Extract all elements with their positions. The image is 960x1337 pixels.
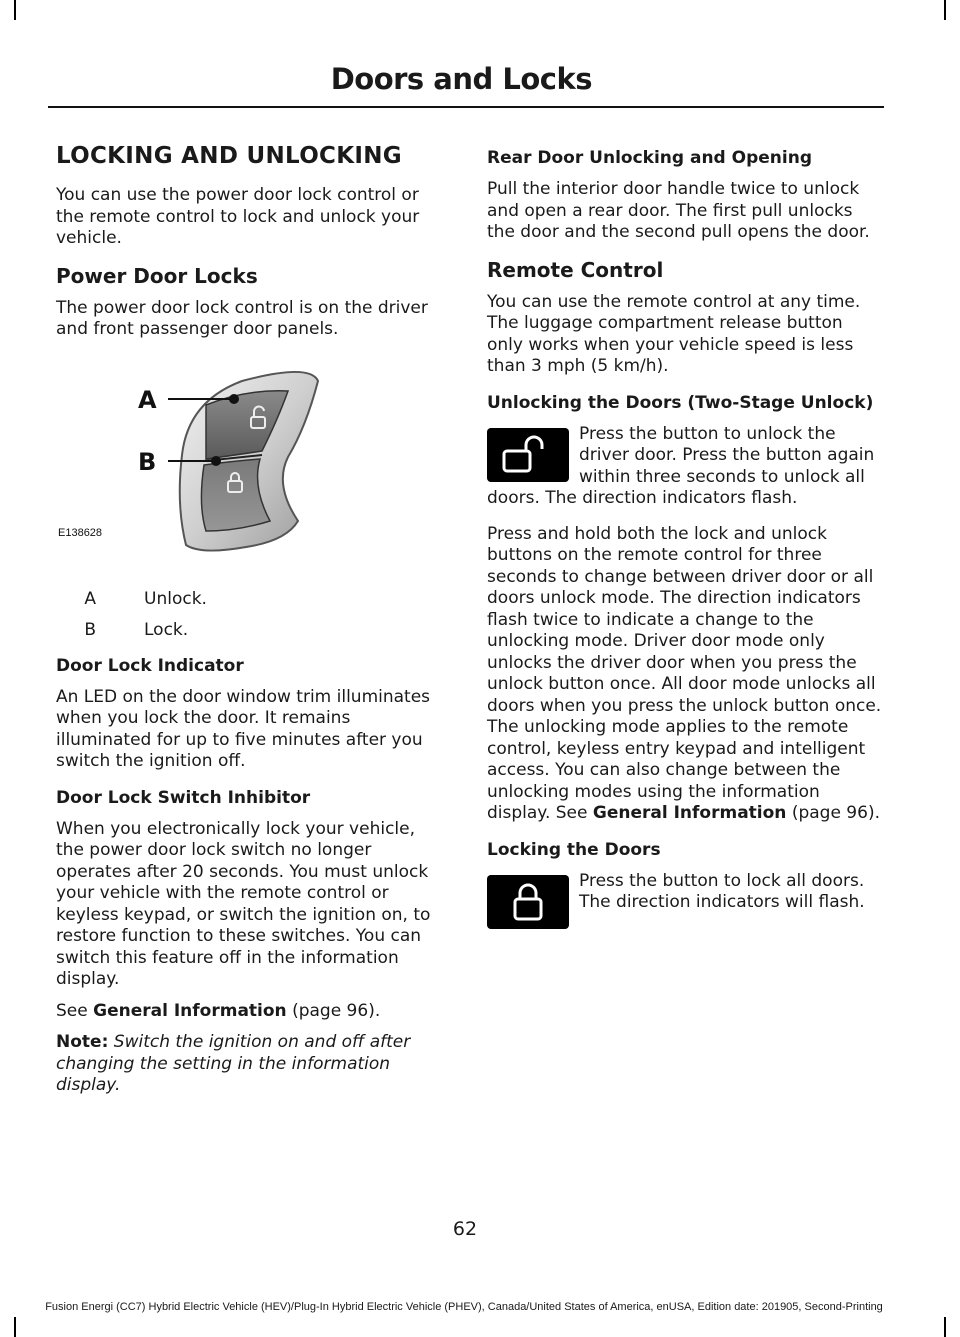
door-lock-switch-figure xyxy=(56,355,448,577)
legend-key: B xyxy=(84,619,96,640)
two-stage-unlock-block xyxy=(487,424,883,524)
section-heading: LOCKING AND UNLOCKING xyxy=(56,143,402,169)
two-stage-unlock-heading: Unlocking the Doors (Two-Stage Unlock) xyxy=(487,392,874,413)
locking-doors-text: Press the button to lock all doors. The direction indicators will flash. xyxy=(579,870,865,912)
locking-doors-heading: Locking the Doors xyxy=(487,839,661,860)
figure-code: E138628 xyxy=(58,526,103,539)
see-prefix: See xyxy=(56,1000,88,1021)
legend-value: Lock. xyxy=(144,619,189,640)
unlock-mode-suffix: (page 96). xyxy=(791,803,880,823)
two-stage-unlock-text: Press the button to unlock the driver door. Press the button again within three seconds to unlock all doors. The direction indicators flash. xyxy=(487,423,875,508)
page-number: 62 xyxy=(452,1218,478,1240)
rear-door-heading: Rear Door Unlocking and Opening xyxy=(487,148,812,168)
note xyxy=(56,1032,448,1097)
general-information-link[interactable]: General Information xyxy=(592,803,787,823)
door-lock-switch-inhibitor-heading: Door Lock Switch Inhibitor xyxy=(56,787,311,808)
page-title: Doors and Locks xyxy=(330,62,592,96)
callout-b-label: B xyxy=(138,447,157,476)
door-lock-switch-inhibitor-text: When you electronically lock your vehicle, the power door lock switch no longer operates after 20 seconds. You must unlock your vehicle with the remote control or keyless keypad, or switch the ignition on, to restore function to these switches. You can switch this feature off in the information display. xyxy=(56,818,431,989)
power-door-locks-text: The power door lock control is on the driver and front passenger door panels. xyxy=(56,297,428,339)
general-information-link[interactable]: General Information xyxy=(93,1000,287,1021)
unlock-mode-body: Press and hold both the lock and unlock buttons on the remote control for three seconds to change between driver door or all doors unlock mode. The direction indicators flash twice to indicate a change to the unlocking mode. Driver door mode only unlocks the driver door when you press the unlock button once. All door mode unlocks all doors when you press the unlock button once. The unlocking mode applies to the remote control, keyless entry keypad and intelligent access. You can also change between the unlocking modes using the information display. See xyxy=(487,523,882,823)
callout-a-label: A xyxy=(138,385,157,414)
unlock-mode-text xyxy=(487,524,883,825)
locking-doors-block xyxy=(487,871,883,933)
remote-control-text: You can use the remote control at any time. The luggage compartment release button only works when your vehicle speed is less than 3 mph (5 km/h). xyxy=(487,291,861,376)
right-column xyxy=(487,143,883,933)
crop-mark xyxy=(14,0,16,20)
door-lock-indicator-heading: Door Lock Indicator xyxy=(56,655,244,676)
door-lock-switch-illustration xyxy=(56,355,448,577)
remote-control-heading: Remote Control xyxy=(487,257,664,282)
rear-door-text: Pull the interior door handle twice to unlock and open a rear door. The first pull unlocks the door and the second pull opens the door. xyxy=(487,179,870,242)
left-column xyxy=(56,143,448,1111)
header-divider xyxy=(48,106,884,108)
legend-value: Unlock. xyxy=(144,588,207,609)
legend-item xyxy=(56,589,448,610)
see-reference xyxy=(56,1001,448,1023)
lock-padlock-icon xyxy=(487,875,569,929)
see-suffix: (page 96). xyxy=(292,1000,381,1021)
crop-mark xyxy=(944,1317,946,1337)
crop-mark xyxy=(14,1317,16,1337)
unlock-padlock-icon xyxy=(487,428,569,482)
legend-item xyxy=(56,620,448,641)
footer-text: Fusion Energi (CC7) Hybrid Electric Vehicle (HEV)/Plug-In Hybrid Electric Vehicle (PHEV), Canada/United States of America, enUSA, Edition date: 201905, Second-Printing xyxy=(45,1301,883,1313)
crop-mark xyxy=(944,0,946,20)
note-label: Note: xyxy=(56,1032,109,1052)
legend-key: A xyxy=(84,588,96,609)
intro-paragraph: You can use the power door lock control or the remote control to lock and unlock your vehicle. xyxy=(56,185,420,248)
door-lock-indicator-text: An LED on the door window trim illuminates when you lock the door. It remains illuminated for up to five minutes after you switch the ignition off. xyxy=(56,686,431,771)
note-text: Switch the ignition on and off after changing the setting in the information display. xyxy=(56,1032,411,1095)
power-door-locks-heading: Power Door Locks xyxy=(56,263,258,288)
